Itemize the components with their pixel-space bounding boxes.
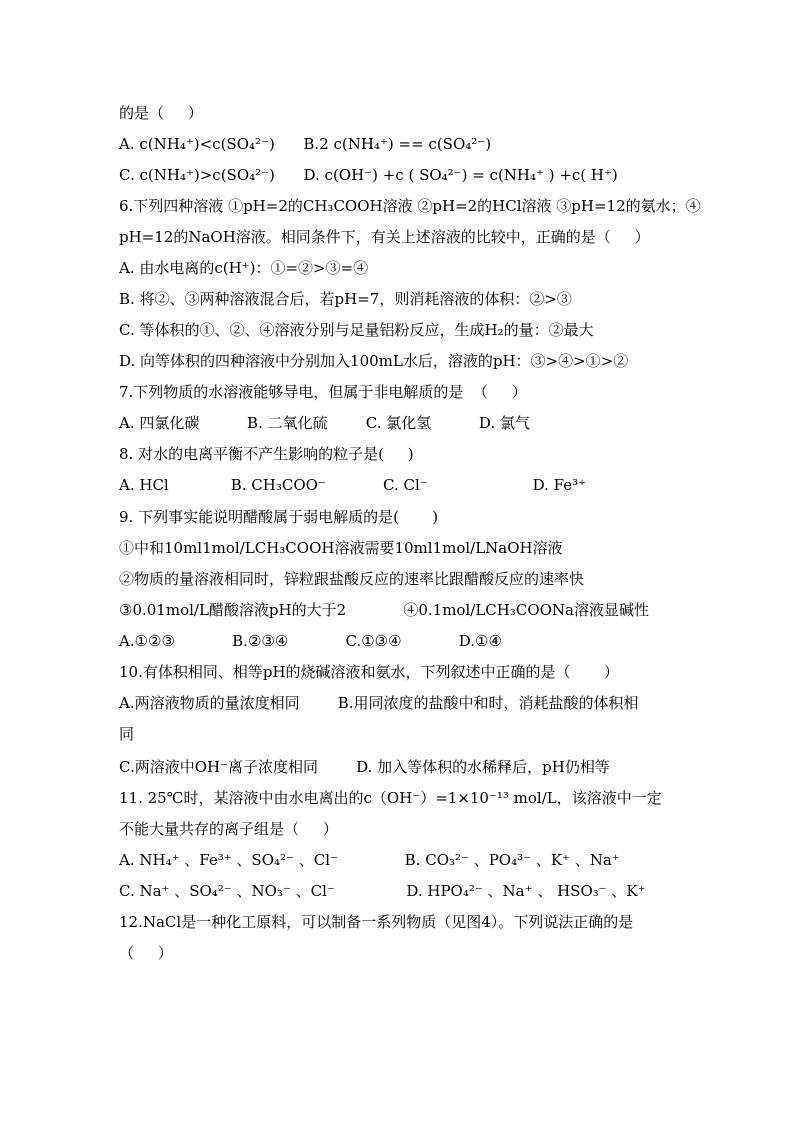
text-line: 同 [119, 725, 135, 743]
text-line: ③0.01mol/L醋酸溶液pH的大于2 ④0.1mol/LCH₃COONa溶液显碱性 [119, 601, 649, 619]
text-line: A.①②③ B.②③④ C.①③④ D.①④ [119, 632, 502, 650]
text-line: A.两溶液物质的量浓度相同 B.用同浓度的盐酸中和时，消耗盐酸的体积相 [119, 694, 639, 712]
question-9-item-2 [119, 569, 584, 589]
text-line: C.两溶液中OH⁻离子浓度相同 D. 加入等体积的水稀释后，pH仍相等 [119, 758, 610, 776]
text-line: ①中和10ml1mol/LCH₃COOH溶液需要10ml1mol/LNaOH溶液 [119, 539, 563, 557]
text-line: A. NH₄⁺ 、Fe³⁺ 、SO₄²⁻ 、Cl⁻ B. CO₃²⁻ 、PO₄³⁻ 、K⁺ 、Na⁺ [119, 851, 620, 869]
text-line: A. c(NH₄⁺)<c(SO₄²⁻) B.2 c(NH₄⁺) == c(SO₄²⁻) [119, 135, 492, 153]
text-line: 的是（ ） [119, 104, 203, 122]
text-line: 7.下列物质的水溶液能够导电，但属于非电解质的是 （ ） [119, 383, 527, 401]
question-10-option-b-cont [119, 724, 134, 744]
question-7-stem [119, 382, 527, 402]
question-11-stem [119, 788, 662, 808]
text-line: 12.NaCl是一种化工原料，可以制备一系列物质（见图4）。下列说法正确的是 [119, 913, 634, 931]
question-8-options [119, 475, 586, 495]
question-9-items-3-4 [119, 600, 649, 620]
question-7-options [119, 413, 530, 433]
text-line: 11. 25℃时，某溶液中由水电离出的c（OH⁻）=1×10⁻¹³ mol/L，该溶液中一定 [119, 789, 662, 807]
question-5-options-cd [119, 165, 618, 185]
text-line: 6.下列四种溶液 ①pH=2的CH₃COOH溶液 ②pH=2的HCl溶液 ③pH=12的氨水；④ [119, 197, 701, 215]
question-10-options-cd [119, 757, 610, 777]
text-line: C. 等体积的①、②、④溶液分别与足量铝粉反应，生成H₂的量：②最大 [119, 321, 594, 339]
text-line: 不能大量共存的离子组是（ ） [119, 820, 338, 838]
text-line: 8. 对水的电离平衡不产生影响的粒子是( ) [119, 445, 414, 463]
question-6-option-b [119, 289, 572, 309]
question-11-options-ab [119, 850, 620, 870]
text-line: ②物质的量溶液相同时，锌粒跟盐酸反应的速率比跟醋酸反应的速率快 [119, 570, 585, 588]
text-line: C. c(NH₄⁺)>c(SO₄²⁻) D. c(OH⁻) +c ( SO₄²⁻) = c(NH₄⁺ ) +c( H⁺) [119, 166, 618, 184]
text-line: A. HCl B. CH₃COO⁻ C. Cl⁻ D. Fe³⁺ [119, 476, 587, 494]
text-line: B. 将②、③两种溶液混合后，若pH=7，则消耗溶液的体积：②>③ [119, 290, 572, 308]
question-9-stem [119, 507, 438, 527]
text-line: pH=12的NaOH溶液。相同条件下，有关上述溶液的比较中，正确的是（ ） [119, 228, 650, 246]
text-line: （ ） [119, 944, 173, 962]
text-line: A. 由水电离的c(H⁺)：①=②>③=④ [119, 259, 369, 277]
text-line: 9. 下列事实能说明醋酸属于弱电解质的是( ) [119, 508, 439, 526]
question-10-options-ab [119, 693, 639, 713]
text-line: 10.有体积相同、相等pH的烧碱溶液和氨水，下列叙述中正确的是（ ） [119, 663, 619, 681]
question-11-options-cd [119, 881, 646, 901]
question-5-options-ab [119, 134, 491, 154]
question-6-option-d [119, 351, 628, 371]
question-9-options [119, 631, 502, 651]
question-6-stem-cont [119, 227, 650, 247]
text-line: D. 向等体积的四种溶液中分别加入100mL水后，溶液的pH：③>④>①>② [119, 352, 629, 370]
question-10-stem [119, 662, 619, 682]
text-line: A. 四氯化碳 B. 二氧化硫 C. 氯化氢 D. 氯气 [119, 414, 530, 432]
question-11-stem-cont [119, 819, 338, 839]
question-12-stem [119, 912, 633, 932]
question-5-stem-end [119, 103, 203, 123]
question-8-stem [119, 444, 414, 464]
question-12-stem-cont [119, 943, 173, 963]
question-6-option-a [119, 258, 368, 278]
question-6-option-c [119, 320, 594, 340]
question-9-item-1 [119, 538, 563, 558]
question-6-stem [119, 196, 701, 216]
text-line: C. Na⁺ 、SO₄²⁻ 、NO₃⁻ 、Cl⁻ D. HPO₄²⁻ 、Na⁺ 、 HSO₃⁻ 、K⁺ [119, 882, 646, 900]
